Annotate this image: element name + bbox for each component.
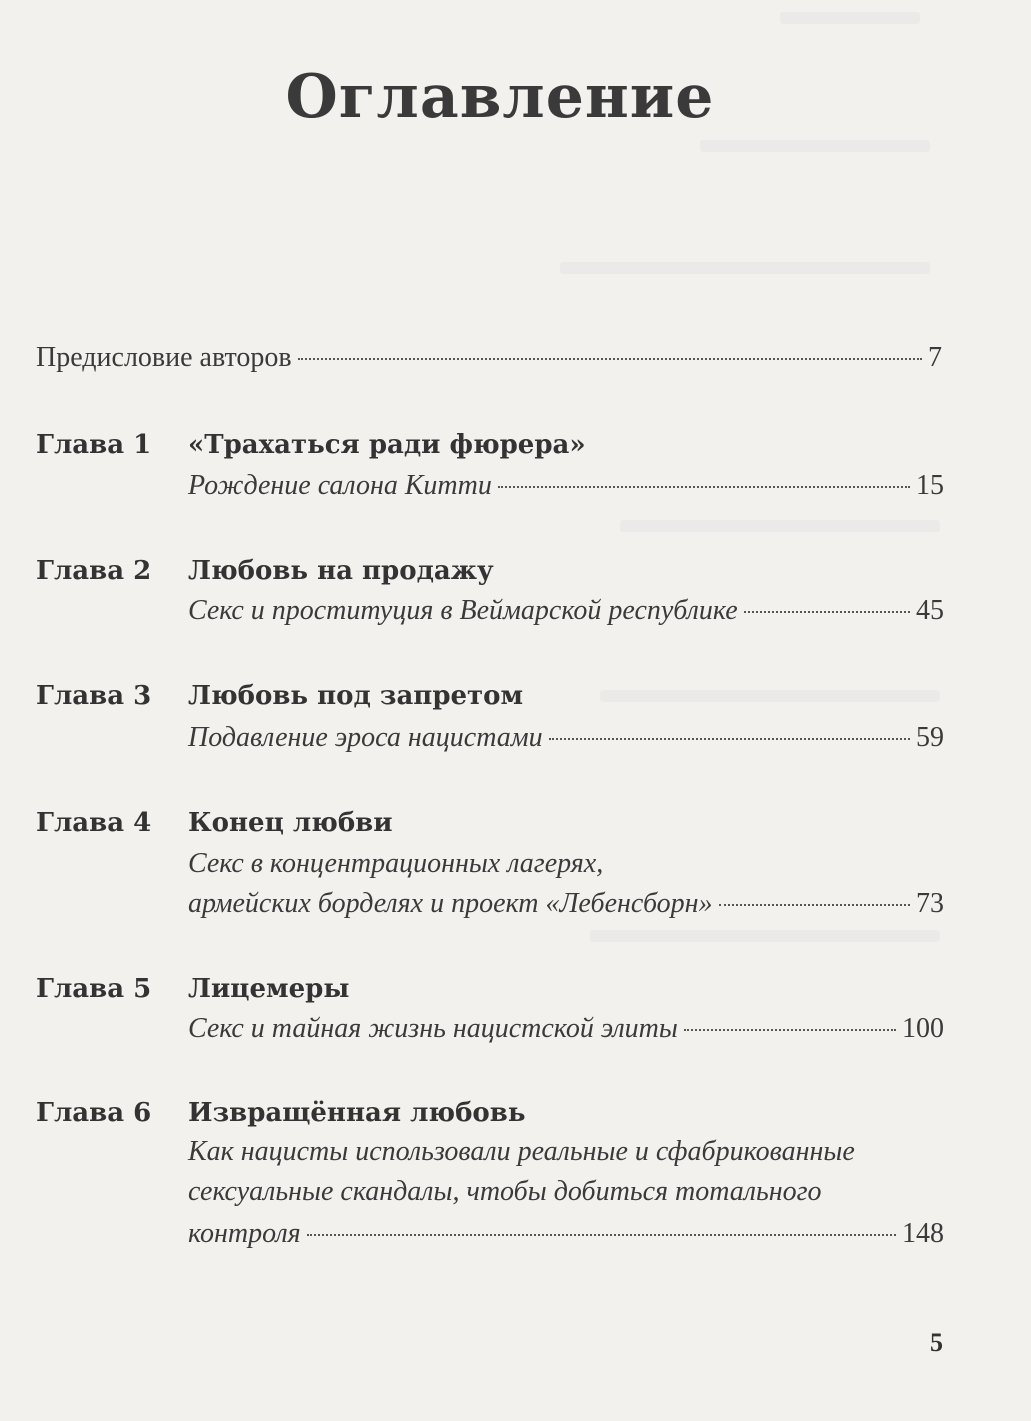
dot-leader <box>744 611 910 613</box>
chapter-4-page: 73 <box>916 888 944 919</box>
dot-leader <box>719 904 910 906</box>
chapter-6-label: Глава 6 <box>36 1098 152 1128</box>
dot-leader <box>307 1234 896 1236</box>
chapter-5-subtitle-line <box>188 1013 944 1045</box>
chapter-4-subtitle-line <box>188 888 944 920</box>
chapter-2-subtitle: Секс и проституция в Веймарской республике <box>188 595 738 626</box>
chapter-3-subtitle-line <box>188 722 944 754</box>
chapter-1-subtitle: Рождение салона Китти <box>188 470 492 501</box>
chapter-1-subtitle-line <box>188 470 944 502</box>
chapter-2-title: Любовь на продажу <box>188 556 494 586</box>
dot-leader <box>549 738 910 740</box>
chapter-6-subtitle-line-1: Как нацисты использовали реальные и сфабрикованные <box>188 1136 855 1167</box>
chapter-2-label: Глава 2 <box>36 556 152 586</box>
chapter-2-subtitle-line <box>188 595 944 627</box>
chapter-3-label: Глава 3 <box>36 681 152 711</box>
toc-entry-preface <box>36 342 942 374</box>
chapter-3-page: 59 <box>916 722 944 753</box>
bleed-through <box>560 262 930 274</box>
chapter-2-page: 45 <box>916 595 944 626</box>
bleed-through <box>600 690 940 702</box>
chapter-4-subtitle-line-2: армейских борделях и проект «Лебенсборн» <box>188 888 713 919</box>
chapter-6-page: 148 <box>902 1218 944 1249</box>
chapter-6-subtitle-line-3: контроля <box>188 1218 301 1249</box>
dot-leader <box>298 358 922 360</box>
dot-leader <box>684 1029 896 1031</box>
preface-label: Предисловие авторов <box>36 342 292 373</box>
chapter-1-title: «Трахаться ради фюрера» <box>188 430 586 460</box>
chapter-5-subtitle: Секс и тайная жизнь нацистской элиты <box>188 1013 678 1044</box>
dot-leader <box>498 486 910 488</box>
bleed-through <box>590 930 940 942</box>
bleed-through <box>700 140 930 152</box>
chapter-4-label: Глава 4 <box>36 808 152 838</box>
bleed-through <box>780 12 920 24</box>
bleed-through <box>620 520 940 532</box>
chapter-6-subtitle-line <box>188 1218 944 1250</box>
chapter-5-title: Лицемеры <box>188 974 350 1004</box>
chapter-6-title: Извращённая любовь <box>188 1098 526 1128</box>
page-title: Оглавление <box>285 62 715 132</box>
chapter-5-page: 100 <box>902 1013 944 1044</box>
chapter-3-subtitle: Подавление эроса нацистами <box>188 722 543 753</box>
chapter-5-label: Глава 5 <box>36 974 152 1004</box>
page-number: 5 <box>930 1328 943 1357</box>
chapter-1-page: 15 <box>916 470 944 501</box>
chapter-4-title: Конец любви <box>188 808 393 838</box>
chapter-4-subtitle-line-1: Секс в концентрационных лагерях, <box>188 848 604 879</box>
preface-page: 7 <box>928 342 942 373</box>
chapter-3-title: Любовь под запретом <box>188 681 524 711</box>
chapter-6-subtitle-line-2: сексуальные скандалы, чтобы добиться тотального <box>188 1176 822 1207</box>
chapter-1-label: Глава 1 <box>36 430 152 460</box>
